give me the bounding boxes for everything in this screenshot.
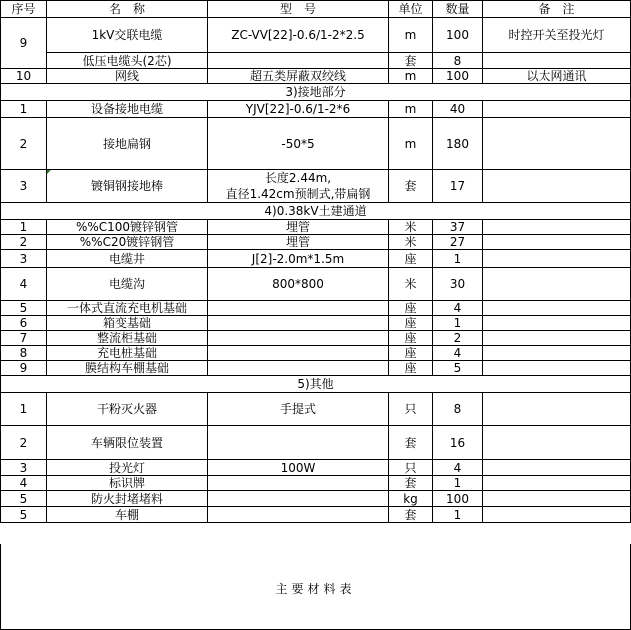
cell-name: 1kV交联电缆 (47, 18, 208, 53)
cell-seq: 5 (1, 507, 47, 523)
cell-unit: 套 (389, 53, 433, 69)
cell-unit: 套 (389, 507, 433, 523)
cell-seq: 2 (1, 235, 47, 250)
cell-note (483, 507, 631, 523)
cell-name: %%C100镀锌钢管 (47, 220, 208, 235)
cell-seq: 3 (1, 460, 47, 476)
cell-name: 车辆限位装置 (47, 426, 208, 460)
section-label: 3)接地部分 (1, 84, 631, 101)
header-name: 名 称 (47, 1, 208, 18)
cell-unit: m (389, 69, 433, 84)
cell-note (483, 118, 631, 170)
cell-model: J[2]-2.0m*1.5m (208, 250, 389, 268)
cell-seq: 5 (1, 301, 47, 316)
cell-model: 埋管 (208, 235, 389, 250)
cell-unit: 米 (389, 235, 433, 250)
section-label: 5)其他 (1, 376, 631, 393)
table-row (1, 346, 631, 361)
table-row (1, 491, 631, 507)
cell-unit: 套 (389, 476, 433, 491)
cell-seq: 9 (1, 18, 47, 69)
cell-model (208, 426, 389, 460)
cell-qty: 4 (433, 346, 483, 361)
cell-qty: 5 (433, 361, 483, 376)
title-block (0, 544, 631, 630)
cell-qty: 1 (433, 250, 483, 268)
table-row (1, 220, 631, 235)
cell-note (483, 476, 631, 491)
cell-seq: 2 (1, 118, 47, 170)
cell-qty: 30 (433, 268, 483, 301)
cell-qty: 2 (433, 331, 483, 346)
cell-seq: 10 (1, 69, 47, 84)
cell-unit: 只 (389, 460, 433, 476)
cell-qty: 40 (433, 101, 483, 118)
cell-model: 长度2.44m, 直径1.42cm预制式,带扁钢 (208, 170, 389, 203)
cell-name: 防火封堵堵料 (47, 491, 208, 507)
table-body (1, 18, 631, 523)
cell-unit: 座 (389, 346, 433, 361)
cell-model: 手提式 (208, 393, 389, 426)
cell-seq: 7 (1, 331, 47, 346)
table-row (1, 18, 631, 53)
cell-name: 投光灯 (47, 460, 208, 476)
cell-note (483, 301, 631, 316)
cell-name: 箱变基础 (47, 316, 208, 331)
cell-model: ZC-VV[22]-0.6/1-2*2.5 (208, 18, 389, 53)
cell-qty: 1 (433, 507, 483, 523)
cell-model (208, 346, 389, 361)
cell-model (208, 301, 389, 316)
cell-note (483, 220, 631, 235)
cell-seq: 1 (1, 220, 47, 235)
cell-seq: 3 (1, 250, 47, 268)
cell-model (208, 53, 389, 69)
cell-qty: 1 (433, 316, 483, 331)
cell-name: 电缆沟 (47, 268, 208, 301)
cell-qty: 4 (433, 301, 483, 316)
cell-model: 超五类屏蔽双绞线 (208, 69, 389, 84)
cell-unit: 座 (389, 361, 433, 376)
cell-unit: 套 (389, 426, 433, 460)
cell-qty: 8 (433, 53, 483, 69)
cell-qty: 1 (433, 476, 483, 491)
cell-qty: 100 (433, 18, 483, 53)
cell-qty: 100 (433, 69, 483, 84)
cell-name: 镀铜钢接地棒 (47, 170, 208, 203)
header-unit: 单位 (389, 1, 433, 18)
cell-name: 干粉灭火器 (47, 393, 208, 426)
cell-note (483, 250, 631, 268)
table-row (1, 235, 631, 250)
cell-model (208, 331, 389, 346)
cell-unit: 只 (389, 393, 433, 426)
cell-note (483, 101, 631, 118)
cell-seq: 1 (1, 393, 47, 426)
header-row (1, 1, 631, 18)
cell-note (483, 331, 631, 346)
cell-seq: 8 (1, 346, 47, 361)
cell-note (483, 361, 631, 376)
cell-qty: 16 (433, 426, 483, 460)
cell-model: 埋管 (208, 220, 389, 235)
cell-note: 时控开关至投光灯 (483, 18, 631, 53)
table-row (1, 361, 631, 376)
cell-model: YJV[22]-0.6/1-2*6 (208, 101, 389, 118)
cell-model: -50*5 (208, 118, 389, 170)
cell-note (483, 268, 631, 301)
cell-unit: kg (389, 491, 433, 507)
cell-unit: 套 (389, 170, 433, 203)
header-note: 备 注 (483, 1, 631, 18)
cell-unit: 米 (389, 220, 433, 235)
cell-qty: 37 (433, 220, 483, 235)
header-model: 型 号 (208, 1, 389, 18)
cell-name: 电缆井 (47, 250, 208, 268)
cell-qty: 4 (433, 460, 483, 476)
cell-model: 100W (208, 460, 389, 476)
table-caption: 主要材料表 (275, 582, 356, 596)
cell-name: 接地扁钢 (47, 118, 208, 170)
cell-unit: 座 (389, 331, 433, 346)
cell-qty: 8 (433, 393, 483, 426)
cell-note (483, 235, 631, 250)
cell-seq: 2 (1, 426, 47, 460)
table-row (1, 393, 631, 426)
cell-seq: 1 (1, 101, 47, 118)
cell-name: 低压电缆头(2芯) (47, 53, 208, 69)
table-row (1, 268, 631, 301)
table-row (1, 301, 631, 316)
cell-seq: 5 (1, 491, 47, 507)
cell-name: 膜结构车棚基础 (47, 361, 208, 376)
cell-name: 设备接地电缆 (47, 101, 208, 118)
table-row (1, 426, 631, 460)
cell-seq: 6 (1, 316, 47, 331)
cell-name: 车棚 (47, 507, 208, 523)
section-label: 4)0.38kV土建通道 (1, 203, 631, 220)
cell-unit: 米 (389, 268, 433, 301)
cell-model (208, 507, 389, 523)
cell-qty: 180 (433, 118, 483, 170)
cell-name: 标识牌 (47, 476, 208, 491)
section-row (1, 203, 631, 220)
cell-model (208, 476, 389, 491)
cell-unit: m (389, 118, 433, 170)
cell-note (483, 426, 631, 460)
cell-note (483, 170, 631, 203)
cell-unit: 座 (389, 316, 433, 331)
cell-unit: 座 (389, 301, 433, 316)
cell-seq: 4 (1, 476, 47, 491)
cell-name: 充电桩基础 (47, 346, 208, 361)
cell-note (483, 346, 631, 361)
cell-seq: 9 (1, 361, 47, 376)
cell-note (483, 460, 631, 476)
cell-name: 整流柜基础 (47, 331, 208, 346)
cell-unit: 座 (389, 250, 433, 268)
cell-note (483, 393, 631, 426)
cell-note (483, 53, 631, 69)
cell-qty: 100 (433, 491, 483, 507)
cell-seq: 3 (1, 170, 47, 203)
section-row (1, 376, 631, 393)
cell-note: 以太网通讯 (483, 69, 631, 84)
cell-note (483, 491, 631, 507)
cell-model (208, 316, 389, 331)
table-row (1, 118, 631, 170)
table-row (1, 476, 631, 491)
cell-unit: m (389, 101, 433, 118)
header-seq: 序号 (1, 1, 47, 18)
cell-model (208, 491, 389, 507)
cell-model (208, 361, 389, 376)
table-row (1, 101, 631, 118)
table-row (1, 69, 631, 84)
table-row (1, 460, 631, 476)
cell-model: 800*800 (208, 268, 389, 301)
cell-note (483, 316, 631, 331)
header-qty: 数量 (433, 1, 483, 18)
cell-name: %%C20镀锌钢管 (47, 235, 208, 250)
table-row (1, 507, 631, 523)
cell-qty: 17 (433, 170, 483, 203)
cell-name: 网线 (47, 69, 208, 84)
table-row (1, 250, 631, 268)
table-row (1, 53, 631, 69)
cell-seq: 4 (1, 268, 47, 301)
table-row (1, 331, 631, 346)
cell-qty: 27 (433, 235, 483, 250)
cell-name: 一体式直流充电机基础 (47, 301, 208, 316)
table-row (1, 316, 631, 331)
table-row (1, 170, 631, 203)
section-row (1, 84, 631, 101)
cell-unit: m (389, 18, 433, 53)
